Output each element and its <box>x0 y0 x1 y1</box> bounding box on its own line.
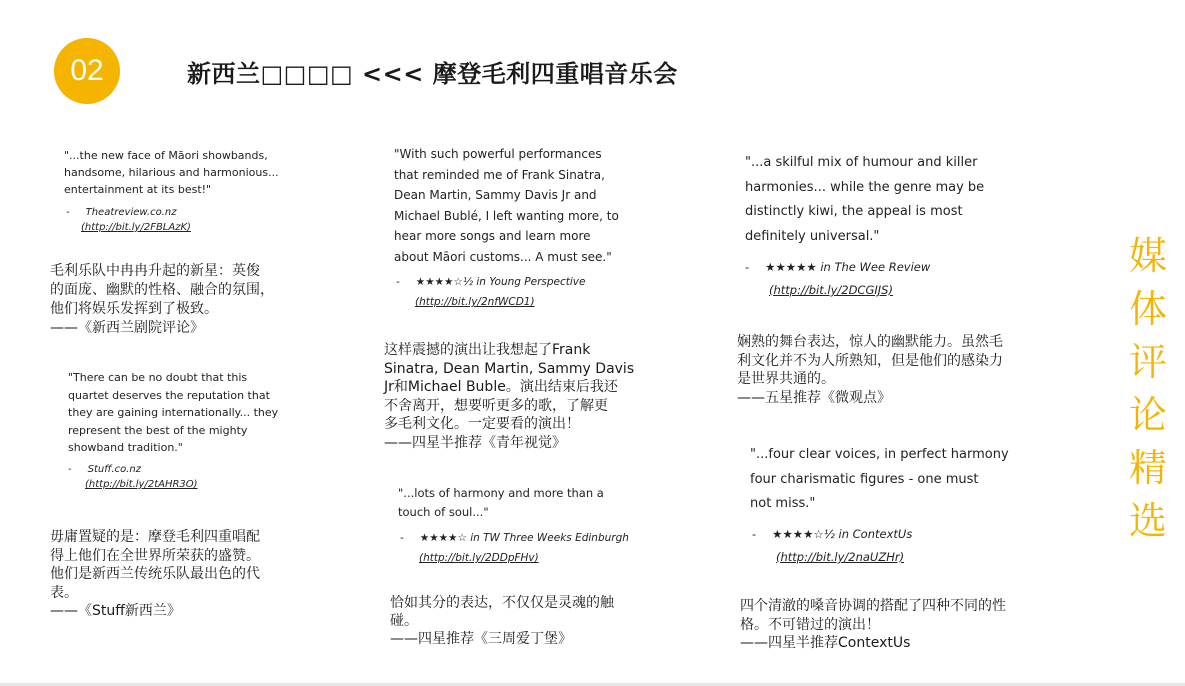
review-quote: "With such powerful performances that reminded me of Frank Sinatra, Dean Martin, Sammy Davis Jr and Michael Bublé, I left wanting more, to hear more songs and learn more about Māori customs... A must see." <box>394 147 619 264</box>
review-quote: "...four clear voices, in perfect harmony four charismatic figures - one must not miss." <box>750 447 1009 511</box>
review-link[interactable]: (http://bit.ly/2naUZHr) <box>776 550 905 564</box>
review-source-text: ★★★★★ in The Wee Review <box>765 260 931 274</box>
side-title-char: 选 <box>1128 499 1167 543</box>
review-quote: "...the new face of Māori showbands, handsome, hilarious and harmonious... entertainment at its best!" <box>64 149 279 196</box>
review-source: - ★★★★☆ in TW Three Weeks Edinburgh <box>400 532 629 544</box>
side-title-char: 精 <box>1128 446 1167 490</box>
review-link[interactable]: (http://bit.ly/2nfWCD1) <box>415 296 535 308</box>
review-source-text: Stuff.co.nz <box>87 464 141 475</box>
review-source-text: ★★★★☆ in TW Three Weeks Edinburgh <box>419 532 629 544</box>
side-title-char: 评 <box>1128 340 1167 384</box>
review-source: - ★★★★☆½ in ContextUs <box>752 527 913 541</box>
review-chinese-text: 毛利乐队中冉冉升起的新星：英俊 的面庞、幽默的性格、融合的氛围， 他们将娱乐发挥到了极致。 ——《新西兰剧院评论》 <box>50 263 274 336</box>
review-chinese-text: 四个清澈的嗓音协调的搭配了四种不同的性 格。不可错过的演出！ ——四星半推荐ContextUs <box>740 598 1006 651</box>
review-source: - Stuff.co.nz <box>68 464 141 475</box>
review-chinese-text: 毋庸置疑的是：摩登毛利四重唱配 得上他们在全世界所荣获的盛赞。 他们是新西兰传统乐队最出色的代 表。 ——《Stuff新西兰》 <box>50 529 260 619</box>
review-source: - Theatreview.co.nz <box>66 207 177 218</box>
review-chinese-text: 这样震撼的演出让我想起了Frank Sinatra, Dean Martin, Sammy Davis Jr和Michael Buble。演出结束后我还 不舍离开，想要听更多的歌，了解更 多毛利文化。一定要看的演出！ ——四星半推荐《青年视觉》 <box>384 342 635 451</box>
review-link[interactable]: (http://bit.ly/2tAHR3O) <box>85 479 198 490</box>
review-quote: "...lots of harmony and more than a touch of soul..." <box>398 486 604 519</box>
review-source-text: ★★★★☆½ in ContextUs <box>772 527 913 541</box>
section-number-badge: 02 <box>54 38 120 104</box>
side-title-char: 体 <box>1128 287 1167 331</box>
side-title-char: 论 <box>1128 393 1167 437</box>
review-quote: "There can be no doubt that this quartet deserves the reputation that they are gaining internationally... they represent the best of the mighty showband tradition." <box>68 371 279 454</box>
review-link[interactable]: (http://bit.ly/2DDpFHv) <box>419 552 539 564</box>
review-link[interactable]: (http://bit.ly/2DCGIJS) <box>769 283 893 297</box>
review-chinese-text: 恰如其分的表达，不仅仅是灵魂的触 碰。 ——四星推荐《三周爱丁堡》 <box>390 595 614 647</box>
review-source: - ★★★★☆½ in Young Perspective <box>396 276 586 288</box>
review-quote: "...a skilful mix of humour and killer harmonies... while the genre may be distinctly kiwi, the appeal is most definitely universal." <box>745 155 985 244</box>
review-link[interactable]: (http://bit.ly/2FBLAzK) <box>81 222 191 233</box>
review-source-text: ★★★★☆½ in Young Perspective <box>415 276 586 288</box>
page-title: 新西兰□□□□ <<< 摩登毛利四重唱音乐会 <box>187 60 678 88</box>
review-chinese-text: 娴熟的舞台表达，惊人的幽默能力。虽然毛 利文化并不为人所熟知，但是他们的感染力 是世界共通的。 ——五星推荐《微观点》 <box>737 334 1003 406</box>
side-title-char: 媒 <box>1128 234 1167 278</box>
side-title-vertical <box>1126 230 1170 548</box>
review-source-text: Theatreview.co.nz <box>85 207 177 218</box>
review-source: - ★★★★★ in The Wee Review <box>745 260 931 274</box>
